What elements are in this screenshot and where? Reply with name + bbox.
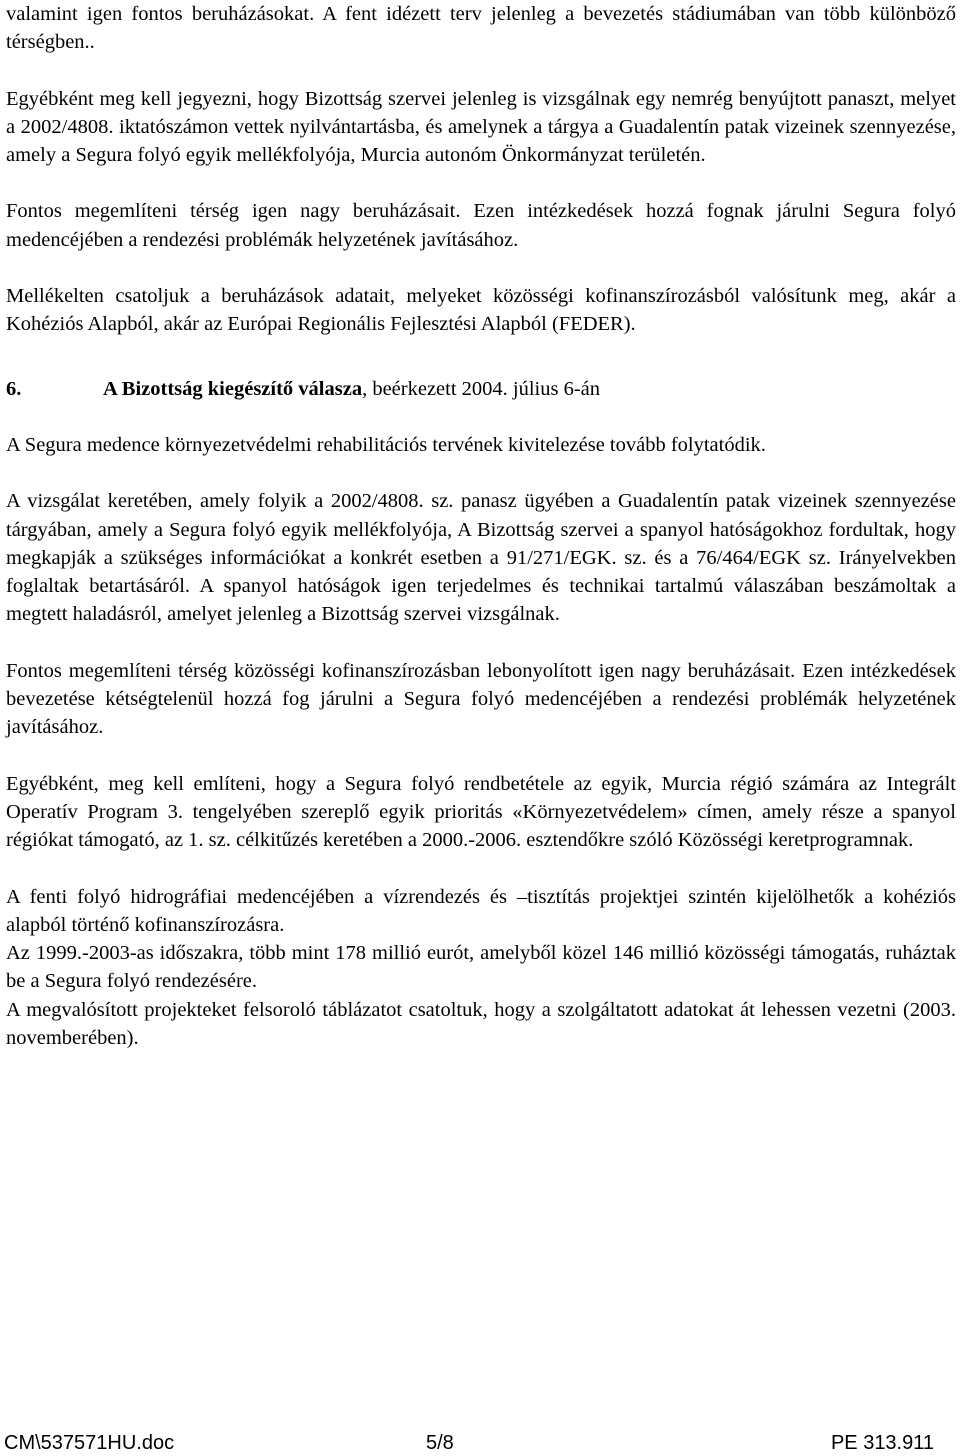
paragraph-gap [6,254,956,282]
section-subtitle: , beérkezett 2004. július 6-án [362,377,601,400]
paragraph-gap [6,57,956,85]
footer-pe-ref: PE 313.911 [830,1432,934,1454]
paragraph-gap [6,629,956,657]
paragraph-gap [6,855,956,883]
paragraph: Mellékelten csatoljuk a beruházások adatait, melyeket közösségi kofinanszírozásból valósítunk meg, akár a Kohéziós Alapból, akár az Európai Regionális Fejlesztési Alapból (FEDER). [6,285,956,336]
paragraph-gap [6,742,956,770]
footer-doc-ref: CM\537571HU.doc [4,1432,175,1454]
paragraph: A vizsgálat keretében, amely folyik a 2002/4808. sz. panasz ügyében a Guadalentín patak vizeinek szennyezése tárgyában, amely a Segura folyó egyik mellékfolyója, A Bizottság szervei a spanyol hatóságokhoz fordultak, hogy megkapják a szükséges információkat a konkrét esetben a 91/271/EGK. sz. és a 76/464/EGK sz. Irányelvekben foglaltak betartásáról. A spanyol hatóságok igen terjedelmes és technikai tartalmú válaszában beszámoltak a megtett haladásról, amelyet jelenleg a Bizottság szervei vizsgálnak. [6,490,956,626]
paragraph: A Segura medence környezetvédelmi rehabilitációs tervének kivitelezése tovább folytatódik. [6,433,766,456]
section-heading [6,375,956,403]
section-heading-text [103,375,600,403]
paragraph: Egyébként, meg kell említeni, hogy a Segura folyó rendbetétele az egyik, Murcia régió számára az Integrált Operatív Program 3. tengelyében szereplő egyik prioritás «Környezetvédelem» címen, amely része a spanyol régiókat támogató, az 1. sz. célkitűzés keretében a 2000.-2006. esztendőkre szóló Közösségi keretprogramnak. [6,772,956,852]
paragraph: Fontos megemlíteni térség közösségi kofinanszírozásban lebonyolított igen nagy beruházásait. Ezen intézkedések bevezetése kétségtelenül hozzá fog járulni a Segura folyó medencéjében a rendezési problémák helyzetének javításához. [6,659,956,739]
paragraph: Az 1999.-2003-as időszakra, több mint 178 millió eurót, amelyből közel 146 millió közösségi támogatás, ruháztak be a Segura folyó rendezésére. [6,942,956,993]
footer-page-number: 5/8 [426,1432,454,1454]
paragraph: Egyébként meg kell jegyezni, hogy Bizottság szervei jelenleg is vizsgálnak egy nemrég benyújtott panaszt, melyet a 2002/4808. iktatószámon vettek nyilvántartásba, és amelynek a tárgya a Guadalentín patak vizeinek szennyezése, amely a Segura folyó egyik mellékfolyója, Murcia autonóm Önkormányzat területén. [6,87,956,167]
paragraph-gap [6,339,956,375]
paragraph: Fontos megemlíteni térség igen nagy beruházásait. Ezen intézkedések hozzá fognak járulni Segura folyó medencéjében a rendezési problémák helyzetének javításához. [6,200,956,251]
paragraph: valamint igen fontos beruházásokat. A fent idézett terv jelenleg a bevezetés stádiumában van több különböző térségben.. [6,3,956,54]
paragraph: A fenti folyó hidrográfiai medencéjében a vízrendezés és –tisztítás projektjei szintén kijelölhetők a kohéziós alapból történő kofinanszírozásra. [6,885,956,936]
paragraph-gap [6,169,956,197]
section-number: 6. [6,377,22,400]
section-title: A Bizottság kiegészítő válasza [103,377,363,400]
paragraph: A megvalósított projekteket felsoroló táblázatot csatoltuk, hogy a szolgáltatott adatokat át lehessen vezetni (2003. novemberében). [6,998,956,1050]
paragraph-gap [6,459,956,487]
paragraph-gap [6,403,956,431]
document-body [6,0,956,1052]
